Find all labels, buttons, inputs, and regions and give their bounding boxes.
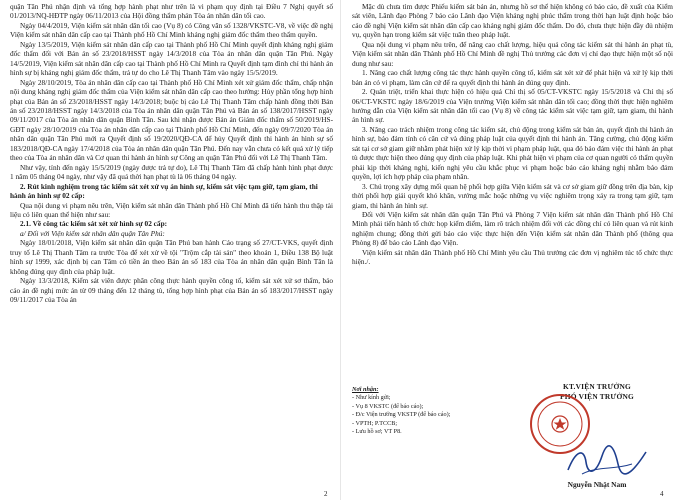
paragraph: 1. Nâng cao chất lượng công tác thực hành quyền công tố, kiểm sát xét xử để phát hiện và xử lý kịp thời bản án có vi phạm, làm căn cứ để ra quyết định thi hành án đúng quy định. (352, 68, 673, 87)
recipients-block (352, 386, 502, 436)
paragraph: Viện kiểm sát nhân dân Thành phố Hồ Chí Minh yêu cầu Thủ trưởng các đơn vị nghiêm túc tổ chức thực hiện./. (352, 247, 673, 267)
recipient-item: - Vụ 8 VKSTC (để báo cáo); (352, 402, 424, 410)
recipient-item: - Đ/c Viện trưởng VKSTP (để báo cáo); (352, 411, 451, 419)
left-body (10, 2, 333, 182)
recipient-item: - Như kính gửi; (352, 394, 391, 402)
document-footer (352, 382, 672, 494)
paragraph: Ngày 04/4/2019, Viện kiểm sát nhân dân tối cao (Vụ 8) có Công văn số 1328/VKSTC-V8, về việc đề nghị Viện kiểm sát nhân dân cấp cao tại Thành phố Hồ Chí Minh kháng nghị giám đốc thẩm theo thẩm quyền. (10, 20, 333, 40)
paragraph: 2. Quán triệt, triển khai thực hiện có hiệu quả Chỉ thị số 05/CT-VKSTC ngày 15/5/2018 và Chỉ thị số 06/CT-VKSTC ngày 18/6/2019 của Viện trưởng Viện kiểm sát nhân dân tối cao; đồng thời thực hiện nghiêm hướng dẫn của Viện kiểm sát nhân dân tối cao (Vụ 8) về công tác kiểm sát việc tạm giữ, tạm giam, thi hành án hình sự. (352, 87, 673, 125)
paragraph: Như vậy, tính đến ngày 15/5/2019 (ngày được trả tự do), Lê Thị Thanh Tâm đã chấp hành hình phạt được 1 năm 05 tháng 04 ngày, như vậy đã quá thời hạn phạt tù là 06 tháng 04 ngày. (10, 162, 333, 182)
paragraph: Đối với Viện kiểm sát nhân dân quận Tân Phú và Phòng 7 Viện kiểm sát nhân dân Thành phố Hồ Chí Minh phải tiến hành tổ chức họp kiểm điểm, làm rõ trách nhiệm đối với các đồng chí có liên quan và rút kinh nghiệm chung; đồng thời gửi báo cáo việc thực hiện đến Viện kiểm sát nhân dân Thành phố (thông qua Phòng 8) để báo cáo Lãnh đạo Viện. (352, 209, 673, 248)
page-divider (340, 0, 341, 500)
subsection-a: a/ Đối với Viện kiểm sát nhân dân quận Tân Phú: (20, 228, 165, 238)
right-body (352, 2, 673, 267)
paragraph: Ngày 13/5/2019, Viện kiểm sát nhân dân cấp cao tại Thành phố Hồ Chí Minh quyết định kháng nghị giám đốc thẩm đối với Bản án số 23/2018/HSST ngày 14/3/2018 của Tòa án nhân dân quận Tân Phú. Ngày 14/5/2019, Viện kiểm sát nhân dân cấp cao tại Thành phố Hồ Chí Minh ra Quyết định tạm đình chỉ thi hành án hình sự bị kháng nghị giám đốc thẩm, trả tự do cho Lê Thị Thanh Tâm vào ngày 15/5/2019. (10, 39, 333, 78)
left-body-2 (10, 238, 333, 304)
recipient-item: - VPTH; P.TCCB; (352, 419, 398, 427)
subsection-2-1: 2.1. Về công tác kiểm sát xét xử hình sự 02 cấp: (20, 219, 168, 229)
signer-name: Nguyễn Nhật Nam (567, 480, 627, 489)
paragraph: Ngày 28/10/2019, Tòa án nhân dân cấp cao tại Thành phố Hồ Chí Minh xét xử giám đốc thẩm, chấp nhận nội dung kháng nghị giám đốc thẩm của Viện kiểm sát nhân dân cấp cao theo hướng: Hủy phần tổng hợp hình phạt của Bản án số 23/2018/HSST ngày 14/3/2018; buộc bị cáo Lê Thị Thanh Tâm chấp hành đồng thời Bản án số 23/2018/HSST ngày 14/3/2018 của Tòa án nhân dân quận Tân Phú và Bản án số 138/2017/HSST ngày 09/11/2017 của Tòa án nhân dân quận Bình Tân. Sau khi nhận được Bản án Giám đốc thẩm số 50/2019/HS-GĐT ngày 28/10/2019 của Tòa án nhân dân cấp cao tại Thành phố Hồ Chí Minh, đến ngày 09/7/2020 Tòa án nhân dân quận Tân Phú mới ra Quyết định số 19/2020/QĐ-CA để hủy Quyết định thi hành án hình sự số 183/2018/QĐ-CA ngày 17/4/2018 của Tòa án nhân dân quận Tân Phú. Đến nay vẫn chưa có kết quả xử lý tiếp theo của Tòa án nhân dân và Cơ quan thi hành án hình sự Công an quận Tân Phú đối với Lê Thị Thanh Tâm. (10, 77, 333, 163)
signature-title-1: KT.VIỆN TRƯỞNG (563, 382, 631, 391)
recipients-heading: Nơi nhận: (352, 386, 379, 393)
handwritten-signature-icon (562, 444, 652, 480)
page-left (0, 0, 341, 500)
paragraph: Qua nội dung vi phạm nêu trên, để nâng cao chất lượng, hiệu quả công tác kiểm sát thi hành án phạt tù, Viện kiểm sát nhân dân Thành phố Hồ Chí Minh đề nghị Thủ trưởng các đơn vị chỉ đạo thực hiện một số nội dung như sau: (352, 39, 673, 68)
signature-title-2: PHÓ VIỆN TRƯỞNG (560, 391, 634, 401)
paragraph: Mặc dù chưa tìm được Phiếu kiểm sát bản án, nhưng hồ sơ thể hiện không có báo cáo, đề xuất của Kiểm sát viên, Lãnh đạo Phòng 7 báo cáo Lãnh đạo Viện kháng nghị phúc thẩm trong thời hạn luật định hoặc báo cáo đề nghị Viện kiểm sát nhân dân cấp cao kháng nghị giám đốc thẩm. Do đó, chưa thực hiện đầy đủ nhiệm vụ, quyền hạn trong kiểm sát việc tuân theo pháp luật. (352, 2, 673, 40)
recipients-list (352, 394, 502, 436)
section-2-intro: Qua nội dung vi phạm nêu trên, Viện kiểm sát nhân dân Thành phố Hồ Chí Minh đã tiến hành thu thập tài liệu có liên quan thể hiện như sau: (10, 200, 333, 219)
section-2-title: 2. Rút kinh nghiệm trong tác kiểm sát xét xử vụ án hình sự, kiểm sát việc tạm giữ, tạm giam, thi hành án hình sự 02 cấp: (10, 181, 318, 201)
paragraph: 3. Chú trọng xây dựng mối quan hệ phối hợp giữa Viện kiểm sát và cơ sở giam giữ đồng trên địa bàn, kịp thời phối hợp giải quyết khó khăn, vướng mắc hoặc những vụ việc nghiêm trọng xảy ra trong tạm giữ, tạm giam, thi hành án hình sự. (352, 181, 673, 210)
paragraph: quận Tân Phú nhận định và tổng hợp hành phạt như trên là vi phạm quy định tại Điều 7 Nghị quyết số 01/2013/NQ-HĐTP ngày 06/11/2013 của Hội đồng thẩm phán Tòa án nhân dân tối cao. (10, 2, 333, 21)
page-number-right: 4 (660, 490, 664, 498)
paragraph: Ngày 13/3/2018, Kiểm sát viên được phân công thực hành quyền công tố, kiểm sát xét xử sơ thẩm, báo cáo án đề nghị mức án từ 09 tháng đến 12 tháng tù, tổng hợp hình phạt của Bản án số 183/2017/HSST ngày 09/11/2017 của Tòa án (10, 276, 333, 305)
paragraph: Ngày 18/01/2018, Viện kiểm sát nhân dân quận Tân Phú ban hành Cáo trạng số 27/CT-VKS, quyết định truy tố Lê Thị Thanh Tâm ra trước Tòa để xét xử về tội "Trộm cắp tài sản" theo khoản 1, Điều 138 Bộ luật hình sự 1999, xác định bị can Tâm có tiền án theo Bản án số 183 của Tòa án nhân dân quận Bình Tân là không đúng quy định của pháp luật. (10, 238, 333, 276)
recipient-item: - Lưu hồ sơ; VT P8. (352, 428, 402, 436)
paragraph: 3. Nâng cao trách nhiệm trong công tác kiểm sát, chủ động trong kiểm sát bản án, quyết định thi hành án hình sự, bảo đảm tính có căn cứ và đúng pháp luật của quyết định thi hành án. Tăng cường, chủ động kiểm sát tại cơ sở giam giữ nhằm phát hiện xử lý kịp thời vi phạm pháp luật, qua đó bảo đảm việc thi hành án phạt tù được thực hiện theo đúng quy định của pháp luật. Khi phát hiện vi phạm của cơ quan người có thẩm quyền phải kịp thời kháng nghị, kiến nghị yêu cầu khắc phục vi phạm hoặc báo cáo kháng nghị nhằm bảo đảm quyền, lợi ích hợp pháp của phạm nhân. (352, 124, 673, 182)
page-number-left: 2 (324, 490, 328, 498)
